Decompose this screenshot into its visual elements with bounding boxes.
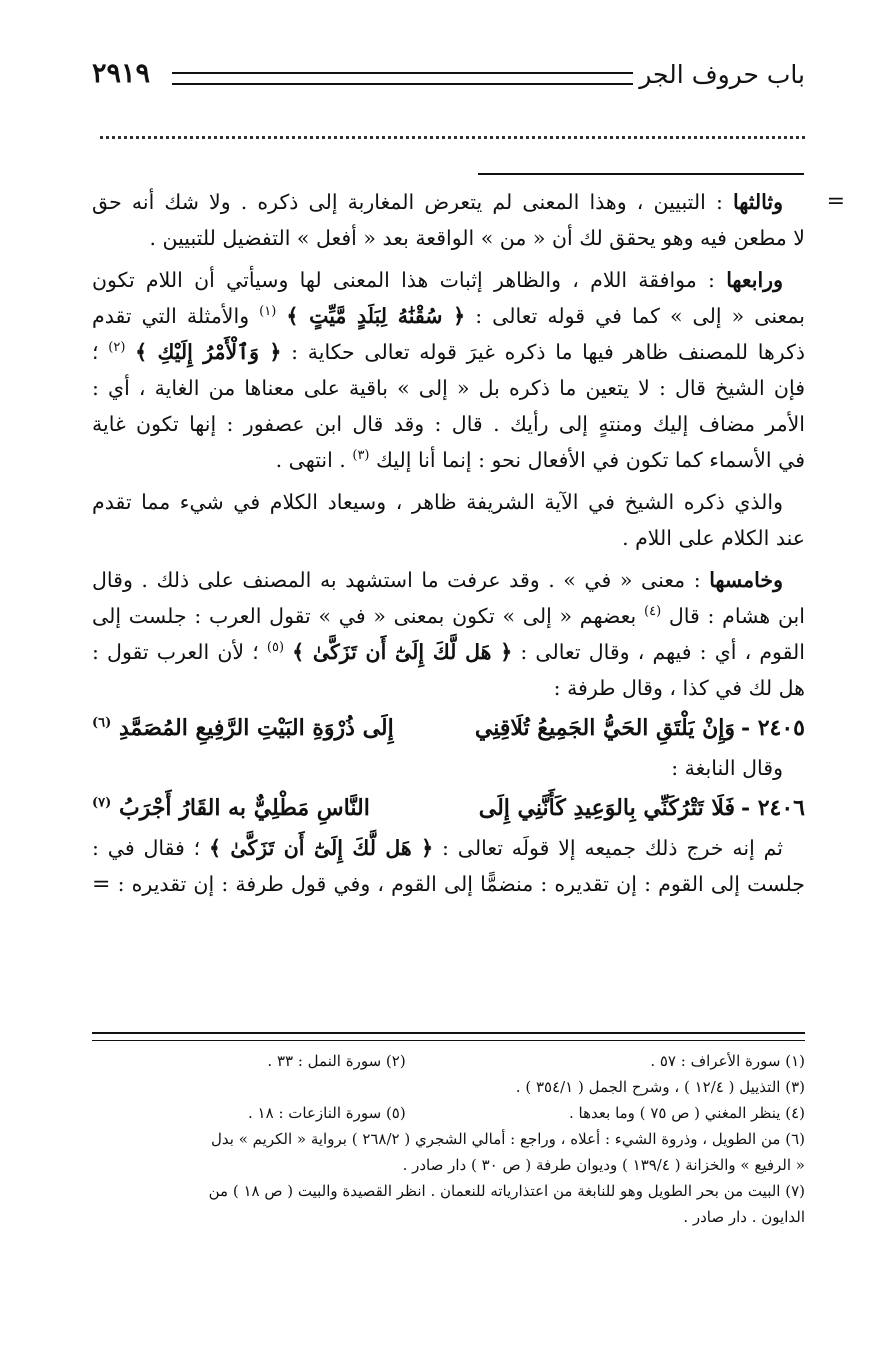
keyword: وثالثها: [733, 190, 783, 214]
keyword: ورابعها: [726, 268, 783, 292]
text-line: [92, 184, 845, 220]
chapter-title: باب حروف الجر: [639, 60, 805, 89]
text-span: والذي ذكره الشيخ في الآية الشريفة ظاهر ، وسيعاد الكلام في شيء مما تقدم: [92, 490, 783, 514]
text-span: ؛ لأن العرب تقول :: [92, 640, 259, 664]
text-line: [92, 634, 805, 670]
text-span: عند الكلام على اللام .: [622, 526, 805, 550]
text-span: : التبيين ، وهذا المعنى لم يتعرض المغاربة إلى ذكره . ولا شك أنه حق: [92, 190, 723, 214]
text-span: الأمر مضاف إليك ومنتهٍ إلى رأيك . قال : وقد قال ابن عصفور : إنها تكون غاية: [92, 412, 805, 436]
text-span: بمعنى « إلى » كما في قوله تعالى :: [475, 304, 805, 328]
verse-hemistich-first: وَإِنْ يَلْتَقِ الحَيُّ الجَمِيعُ تُلَاقِنِي: [474, 715, 735, 741]
continuation-mark: =: [92, 872, 111, 897]
text-span: ؛ فقال في :: [92, 836, 201, 860]
footnote-7-line-2: الدايون . دار صادر .: [683, 1208, 805, 1226]
quran-quote: ﴿ هَل لَّكَ إِلَىٰٓ أَن تَزَكَّىٰ ﴾: [292, 640, 513, 664]
text-line: [92, 334, 805, 370]
quran-quote: ﴿ وَٱلْأَمْرُ إِلَيْكِ ﴾: [135, 340, 282, 364]
text-line: [92, 262, 805, 298]
quran-quote: ﴿ سُقْنَٰهُ لِبَلَدٍ مَّيِّتٍ ﴾: [286, 304, 466, 328]
poetry-verse: [92, 706, 805, 750]
footnote-3: (٣) التذييل ( ١٢/٤ ) ، وشرح الجمل ( ٣٥٤/١ ) .: [515, 1078, 805, 1096]
text-span: لا مطعن فيه وهو يحقق لك أن « من » الواقعة بعد « أفعل » التفضيل للتبيين .: [149, 226, 805, 250]
text-span: والأمثلة التي تقدم: [92, 304, 250, 328]
text-line: [92, 406, 805, 442]
text-span: ؛: [92, 340, 99, 364]
text-line: [92, 298, 805, 334]
text-span: وقال النابغة :: [671, 756, 783, 780]
footnote-ref: (١): [259, 304, 277, 320]
text-span: فإن الشيخ قال : لا يتعين ما ذكره بل « إلى » باقية على معناها من الغاية ، أي :: [92, 376, 805, 400]
text-span: ابن هشام : قال: [668, 604, 805, 628]
poetry-verse: [92, 786, 805, 830]
text-line: [92, 484, 805, 520]
footnotes: [92, 1048, 805, 1230]
main-text: [92, 184, 845, 902]
verse-number: ٢٤٠٥ -: [740, 715, 805, 741]
text-line: [92, 598, 805, 634]
text-span: : معنى « في » . وقد عرفت ما استشهد به المصنف على ذلك . وقال: [92, 568, 701, 592]
quran-quote: ﴿ هَل لَّكَ إِلَىٰٓ أَن تَزَكَّىٰ ﴾: [208, 836, 434, 860]
page-number: ٢٩١٩: [92, 58, 151, 89]
footnote-separator: [92, 1032, 805, 1041]
text-span: بعضهم « إلى » تكون بمعنى « في » تقول العرب : جلست إلى: [92, 604, 637, 628]
text-line: [92, 370, 805, 406]
header-double-rule: [172, 72, 633, 85]
short-rule: [478, 173, 804, 175]
text-line: [92, 520, 805, 556]
text-span: : موافقة اللام ، والظاهر إثبات هذا المعنى لها وسيأتي أن اللام تكون: [92, 268, 715, 292]
footnote-ref: (٥): [266, 640, 285, 656]
verse-hemistich-first: فَلَا تَتْرُكَنِّي بِالوَعِيدِ كَأَنَّنِي إِلَى: [478, 795, 735, 821]
footnote-2: (٢) سورة النمل : ٣٣ .: [267, 1052, 406, 1070]
verse-number: ٢٤٠٦ -: [740, 795, 805, 821]
running-header: [92, 58, 805, 98]
text-span: ثم إنه خرج ذلك جميعه إلا قولَه تعالى :: [442, 836, 783, 860]
text-line: [92, 442, 805, 478]
text-span: جلست إلى القوم : إن تقديره : منضمًّا إلى القوم ، وفي قول طرفة : إن تقديره :: [117, 872, 805, 896]
text-span: ذكرها للمصنف ظاهر فيها ما ذكره غيرَ قوله تعالى حكاية :: [291, 340, 805, 364]
verse-hemistich-second: [92, 786, 370, 830]
text-span: القوم ، أي : فيهم ، وقال تعالى :: [520, 640, 805, 664]
footnote-1: (١) سورة الأعراف : ٥٧ .: [650, 1052, 805, 1070]
footnote-ref: (٧): [92, 795, 112, 811]
footnote-row: [92, 1100, 805, 1126]
footnote-row: [92, 1048, 805, 1074]
footnote-ref: (٦): [92, 715, 112, 731]
footnote-7-line-1: (٧) البيت من بحر الطويل وهو للنابغة من اعتذارياته للنعمان . انظر القصيدة والبيت ( ص ١٨ ) من: [208, 1182, 805, 1200]
footnote-ref: (٢): [108, 340, 126, 356]
footnote-6-line-2: « الرفيع » والخزانة ( ١٣٩/٤ ) وديوان طرفة ( ص ٣٠ ) دار صادر .: [402, 1156, 805, 1174]
footnote-ref: (٣): [352, 448, 370, 464]
keyword: وخامسها: [709, 568, 783, 592]
footnote-4: (٤) ينظر المغني ( ص ٧٥ ) وما بعدها .: [569, 1104, 805, 1122]
footnote-ref: (٤): [644, 604, 662, 620]
verse-hemistich-second: [92, 706, 394, 750]
text-line: [92, 830, 805, 866]
text-span: في الأسماء كما تكون في الأفعال نحو : إنما أنا إليك: [376, 448, 805, 472]
verse-hemistich-text: إِلَى ذُرْوَةِ البَيْتِ الرَّفِيعِ المُصَمَّدِ: [118, 715, 394, 741]
footnote-6-line-1: (٦) من الطويل ، وذروة الشيء : أعلاه ، وراجع : أمالي الشجري ( ٢٦٨/٢ ) برواية « الكريم » بدل: [211, 1130, 805, 1148]
text-line: [92, 750, 805, 786]
text-line: [92, 866, 805, 902]
text-span: هل لك في كذا ، وقال طرفة :: [553, 676, 805, 700]
continuation-mark: =: [826, 189, 845, 214]
verse-hemistich-text: النَّاسِ مَطْلِيٌّ به القَارُ أَجْرَبُ: [118, 795, 370, 821]
footnote-5: (٥) سورة النازعات : ١٨ .: [248, 1104, 406, 1122]
text-span: . انتهى .: [275, 448, 346, 472]
text-line: [92, 220, 805, 256]
text-line: [92, 562, 805, 598]
dotted-separator: [100, 136, 805, 149]
text-line: [92, 670, 805, 706]
